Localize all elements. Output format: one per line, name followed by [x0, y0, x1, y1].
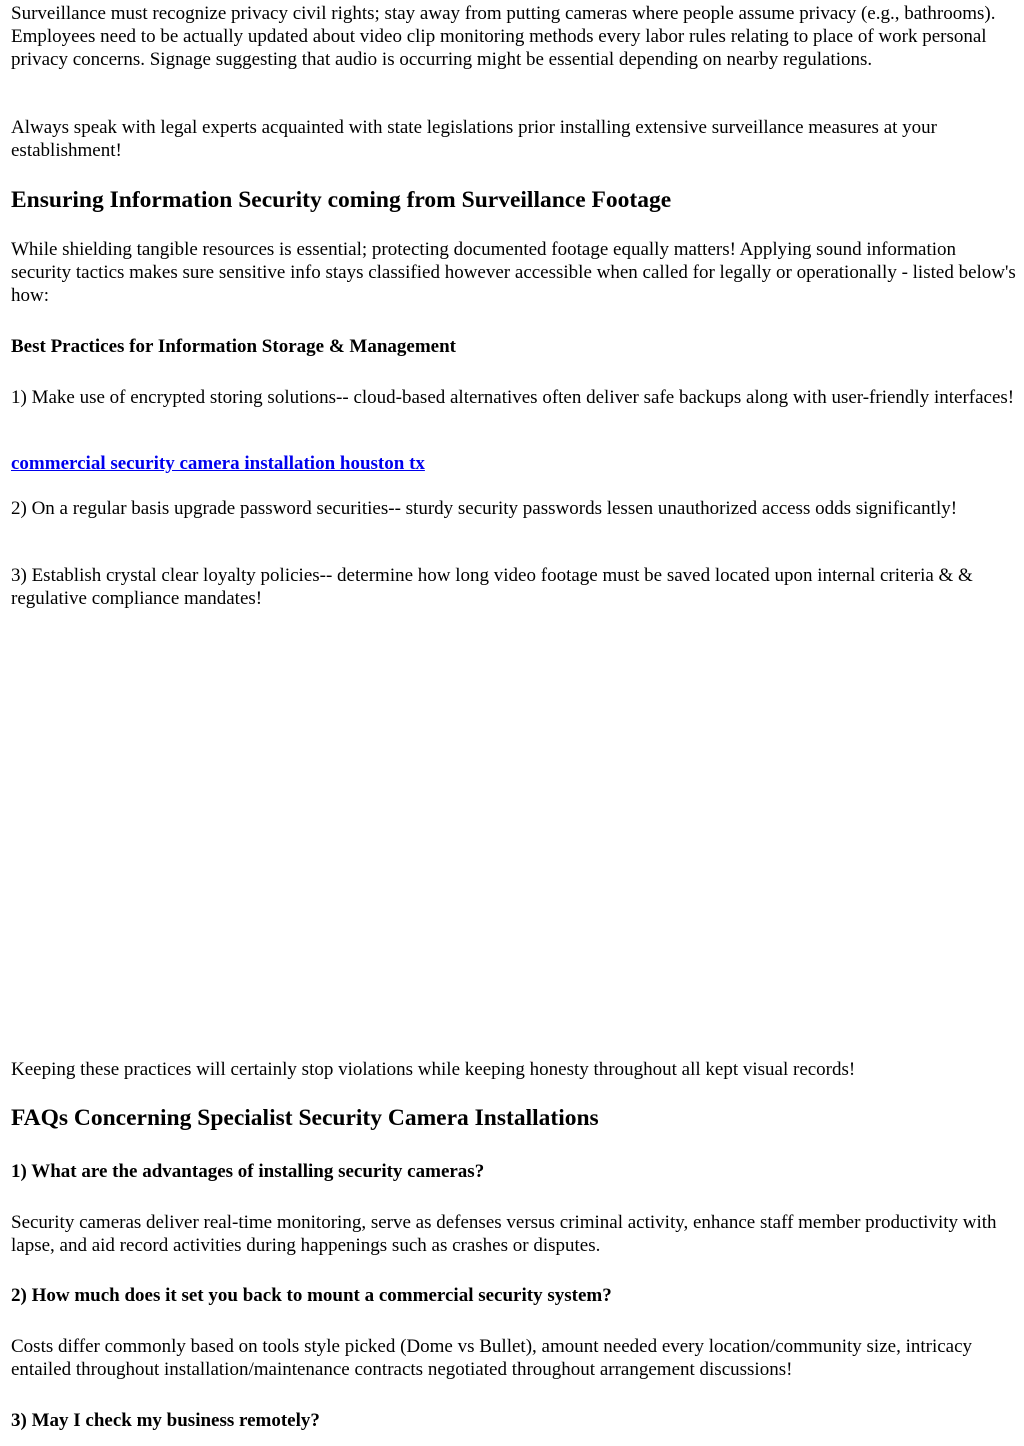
keeping-practices-paragraph: Keeping these practices will certainly stop violations while keeping honesty throughout all kept visual records!: [11, 1059, 856, 1080]
faqs-heading: FAQs Concerning Specialist Security Camera Installations: [11, 1105, 599, 1131]
commercial-camera-installation-link[interactable]: commercial security camera installation houston tx: [11, 453, 425, 474]
faq-2-question: 2) How much does it set you back to mount a commercial security system?: [11, 1285, 612, 1306]
legal-advice-paragraph: Always speak with legal experts acquainted with state legislations prior installing extensive surveillance measures at your establishment!: [11, 117, 937, 162]
security-intro-paragraph: While shielding tangible resources is essential; protecting documented footage equally matters! Applying sound information security tactics makes sure sensitive info stays classified however accessible when called for legally or operationally - listed below's how:: [11, 239, 1016, 307]
best-practices-heading: Best Practices for Information Storage & Management: [11, 336, 456, 357]
privacy-paragraph: Surveillance must recognize privacy civil rights; stay away from putting cameras where people assume privacy (e.g., bathrooms). Employees need to be actually updated about video clip monitoring methods every labor rules relating to place of work personal privacy concerns. Signage suggesting that audio is occurring might be essential depending on nearby regulations.: [11, 3, 996, 71]
blank-embed-area: [11, 630, 1016, 1040]
info-security-heading: Ensuring Information Security coming from Surveillance Footage: [11, 187, 672, 213]
faq-1-question: 1) What are the advantages of installing security cameras?: [11, 1161, 485, 1182]
practice-1-paragraph: 1) Make use of encrypted storing solutions-- cloud-based alternatives often deliver safe backups along with user-friendly interfaces!: [11, 387, 1015, 408]
faq-2-answer: Costs differ commonly based on tools style picked (Dome vs Bullet), amount needed every location/community size, intricacy entailed throughout installation/maintenance contracts negotiated throughout arrangement discussions!: [11, 1336, 973, 1381]
practice-2-paragraph: 2) On a regular basis upgrade password securities-- sturdy security passwords lessen unauthorized access odds significantly!: [11, 498, 958, 519]
faq-1-answer: Security cameras deliver real-time monitoring, serve as defenses versus criminal activity, enhance staff member productivity with lapse, and aid record activities during happenings such as crashes or disputes.: [11, 1212, 997, 1257]
faq-3-question: 3) May I check my business remotely?: [11, 1410, 320, 1431]
practice-3-paragraph: 3) Establish crystal clear loyalty policies-- determine how long video footage must be saved located upon internal criteria & & regulative compliance mandates!: [11, 565, 973, 610]
